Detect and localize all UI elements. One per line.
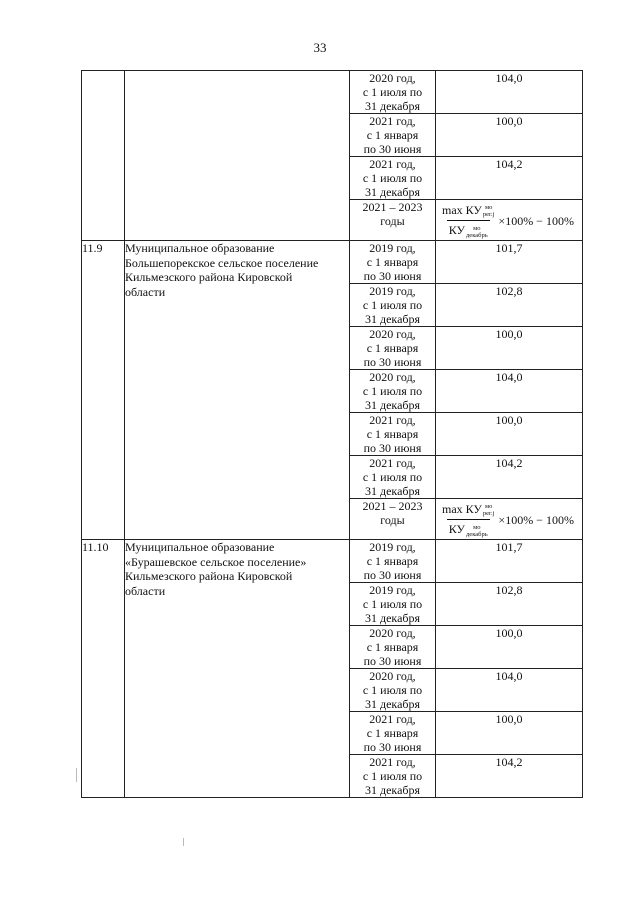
period-line: с 1 июля по bbox=[362, 384, 423, 398]
period-cell bbox=[350, 583, 436, 626]
index-value: 102,8 bbox=[495, 284, 523, 298]
period-line: 2021 – 2023 bbox=[362, 200, 423, 214]
formula-bottom-main: КУ bbox=[448, 223, 465, 238]
value-cell bbox=[436, 157, 583, 200]
period-cell bbox=[350, 456, 436, 499]
formula-bottom-sub: декабрь bbox=[466, 530, 488, 538]
period-line: 2019 год, bbox=[369, 583, 416, 597]
period-cell bbox=[350, 370, 436, 413]
formula bbox=[436, 499, 582, 538]
period-cell bbox=[350, 200, 436, 241]
period-line: 31 декабря bbox=[364, 99, 421, 113]
municipality-name-line: области bbox=[125, 583, 166, 598]
value-cell bbox=[436, 241, 583, 284]
scan-mark bbox=[183, 838, 184, 846]
index-value: 104,2 bbox=[495, 157, 523, 171]
period-cell bbox=[350, 241, 436, 284]
formula-cell bbox=[436, 200, 583, 241]
formula-fraction bbox=[440, 203, 496, 239]
page-number: 33 bbox=[313, 40, 327, 55]
value-cell bbox=[436, 114, 583, 157]
period-cell bbox=[350, 157, 436, 200]
period-line: с 1 июля по bbox=[362, 171, 423, 185]
municipality-name-line: Большепорекское сельское поселение bbox=[125, 255, 319, 270]
index-value: 104,2 bbox=[495, 456, 523, 470]
period-cell bbox=[350, 284, 436, 327]
formula-numerator bbox=[440, 203, 496, 220]
entry-number bbox=[82, 71, 125, 241]
value-cell bbox=[436, 755, 583, 798]
formula-top-main: max КУ bbox=[442, 203, 482, 217]
scan-mark bbox=[76, 768, 77, 782]
period-line: с 1 января bbox=[366, 726, 419, 740]
index-value: 100,0 bbox=[495, 413, 523, 427]
index-value: 100,0 bbox=[495, 712, 523, 726]
period-line: 2021 год, bbox=[369, 114, 416, 128]
period-line: по 30 июня bbox=[363, 654, 422, 668]
period-line: годы bbox=[380, 513, 405, 527]
formula-top-main: max КУ bbox=[442, 502, 482, 516]
period-line: с 1 января bbox=[366, 427, 419, 441]
period-line: 31 декабря bbox=[364, 611, 421, 625]
index-value: 100,0 bbox=[495, 626, 523, 640]
municipality-name-line: области bbox=[125, 284, 166, 299]
municipality-name bbox=[125, 241, 350, 540]
period-line: с 1 января bbox=[366, 640, 419, 654]
value-cell bbox=[436, 669, 583, 712]
municipality-name bbox=[125, 540, 350, 798]
period-line: с 1 июля по bbox=[362, 597, 423, 611]
formula-bottom-main: КУ bbox=[448, 522, 465, 537]
period-line: с 1 июля по bbox=[362, 683, 423, 697]
tariff-index-table bbox=[81, 70, 583, 798]
index-value: 104,0 bbox=[495, 669, 523, 683]
period-line: с 1 января bbox=[366, 255, 419, 269]
period-line: 31 декабря bbox=[364, 697, 421, 711]
value-cell bbox=[436, 583, 583, 626]
municipality-name bbox=[125, 71, 350, 241]
entry-number: 11.9 bbox=[82, 241, 125, 540]
value-cell bbox=[436, 626, 583, 669]
period-line: 2020 год, bbox=[369, 327, 416, 341]
formula-bottom-sub: декабрь bbox=[466, 231, 488, 239]
table-row bbox=[82, 241, 583, 284]
formula-rest: ×100% − 100% bbox=[498, 512, 574, 527]
period-cell bbox=[350, 755, 436, 798]
period-cell bbox=[350, 499, 436, 540]
period-line: 2020 год, bbox=[369, 370, 416, 384]
municipality-name-line: Муниципальное образование bbox=[125, 241, 275, 255]
period-cell bbox=[350, 712, 436, 755]
period-line: 2020 год, bbox=[369, 626, 416, 640]
formula-denominator bbox=[447, 519, 490, 537]
formula-top-sup: мо bbox=[484, 204, 493, 212]
municipality-name-line: Муниципальное образование bbox=[125, 540, 275, 554]
period-line: 2019 год, bbox=[369, 241, 416, 255]
formula-fraction bbox=[440, 502, 496, 538]
municipality-name-line: Кильмезского района Кировской bbox=[125, 569, 293, 583]
period-cell bbox=[350, 327, 436, 370]
value-cell bbox=[436, 413, 583, 456]
formula-denominator bbox=[447, 220, 490, 238]
period-line: 2019 год, bbox=[369, 540, 416, 554]
period-line: 31 декабря bbox=[364, 185, 421, 199]
period-line: 2021 год, bbox=[369, 456, 416, 470]
period-line: с 1 июля по bbox=[362, 769, 423, 783]
period-line: 2021 год, bbox=[369, 755, 416, 769]
period-line: с 1 января bbox=[366, 341, 419, 355]
index-value: 101,7 bbox=[495, 241, 523, 255]
period-cell bbox=[350, 413, 436, 456]
period-line: по 30 июня bbox=[363, 269, 422, 283]
index-value: 100,0 bbox=[495, 327, 523, 341]
formula-top-sub: рег.j bbox=[482, 211, 495, 219]
formula-top-sup: мо bbox=[484, 503, 493, 511]
value-cell bbox=[436, 370, 583, 413]
table-body bbox=[82, 71, 583, 798]
period-line: 2021 год, bbox=[369, 157, 416, 171]
index-value: 104,2 bbox=[495, 755, 523, 769]
period-cell bbox=[350, 626, 436, 669]
formula bbox=[436, 200, 582, 239]
formula-cell bbox=[436, 499, 583, 540]
period-line: 2021 год, bbox=[369, 712, 416, 726]
period-line: по 30 июня bbox=[363, 568, 422, 582]
period-line: 31 декабря bbox=[364, 398, 421, 412]
period-line: 2021 год, bbox=[369, 413, 416, 427]
period-cell bbox=[350, 540, 436, 583]
value-cell bbox=[436, 284, 583, 327]
period-line: 2020 год, bbox=[369, 669, 416, 683]
period-line: с 1 января bbox=[366, 128, 419, 142]
value-cell bbox=[436, 71, 583, 114]
value-cell bbox=[436, 712, 583, 755]
period-line: по 30 июня bbox=[363, 740, 422, 754]
entry-number: 11.10 bbox=[82, 540, 125, 798]
index-value: 104,0 bbox=[495, 370, 523, 384]
period-line: с 1 июля по bbox=[362, 470, 423, 484]
table-row bbox=[82, 540, 583, 583]
period-line: по 30 июня bbox=[363, 441, 422, 455]
period-line: с 1 июля по bbox=[362, 85, 423, 99]
formula-top-sub: рег.j bbox=[482, 510, 495, 518]
value-cell bbox=[436, 456, 583, 499]
period-line: 31 декабря bbox=[364, 783, 421, 797]
formula-bottom-sup: мо bbox=[473, 224, 481, 232]
period-cell bbox=[350, 71, 436, 114]
period-line: 2020 год, bbox=[369, 71, 416, 85]
period-line: 31 декабря bbox=[364, 484, 421, 498]
period-line: 2021 – 2023 bbox=[362, 499, 423, 513]
period-line: по 30 июня bbox=[363, 355, 422, 369]
index-value: 100,0 bbox=[495, 114, 523, 128]
formula-rest: ×100% − 100% bbox=[498, 213, 574, 228]
period-line: годы bbox=[380, 214, 405, 228]
table-row bbox=[82, 71, 583, 114]
period-line: с 1 января bbox=[366, 554, 419, 568]
formula-bottom-sup: мо bbox=[473, 523, 481, 531]
period-cell bbox=[350, 669, 436, 712]
index-value: 102,8 bbox=[495, 583, 523, 597]
index-value: 104,0 bbox=[495, 71, 523, 85]
period-line: 2019 год, bbox=[369, 284, 416, 298]
index-value: 101,7 bbox=[495, 540, 523, 554]
value-cell bbox=[436, 540, 583, 583]
period-line: 31 декабря bbox=[364, 312, 421, 326]
period-line: по 30 июня bbox=[363, 142, 422, 156]
municipality-name-line: «Бурашевское сельское поселение» bbox=[125, 554, 307, 569]
formula-numerator bbox=[440, 502, 496, 519]
period-cell bbox=[350, 114, 436, 157]
value-cell bbox=[436, 327, 583, 370]
municipality-name-line: Кильмезского района Кировской bbox=[125, 270, 293, 284]
period-line: с 1 июля по bbox=[362, 298, 423, 312]
